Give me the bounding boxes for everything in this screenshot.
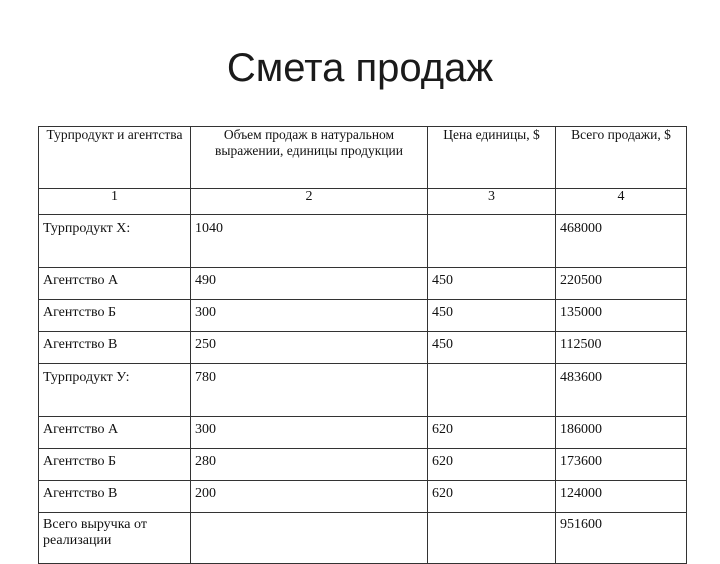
table-row (39, 300, 687, 332)
table-row (39, 449, 687, 481)
table-header-row (39, 127, 687, 189)
row-price (428, 215, 556, 268)
row-price: 620 (428, 481, 556, 513)
column-header-total: Всего продажи, $ (556, 127, 687, 189)
row-volume: 250 (191, 332, 428, 364)
table-row-grand-total (39, 513, 687, 564)
row-total: 112500 (556, 332, 687, 364)
table-row (39, 268, 687, 300)
column-number: 3 (428, 189, 556, 215)
row-total: 483600 (556, 364, 687, 417)
row-total: 124000 (556, 481, 687, 513)
column-header-product: Турпродукт и агентства (39, 127, 191, 189)
row-total: 186000 (556, 417, 687, 449)
row-name: Агентство А (39, 268, 191, 300)
row-name: Агентство Б (39, 300, 191, 332)
row-total: 135000 (556, 300, 687, 332)
sales-estimate-table (38, 126, 687, 564)
row-volume: 300 (191, 417, 428, 449)
row-name: Всего выручка от реализации (39, 513, 191, 564)
row-price: 620 (428, 417, 556, 449)
row-price: 450 (428, 332, 556, 364)
row-volume: 280 (191, 449, 428, 481)
row-volume: 1040 (191, 215, 428, 268)
row-total: 951600 (556, 513, 687, 564)
column-number-row (39, 189, 687, 215)
table-row (39, 332, 687, 364)
row-total: 468000 (556, 215, 687, 268)
column-header-volume: Объем продаж в натуральном выражении, единицы продукции (191, 127, 428, 189)
row-name: Агентство Б (39, 449, 191, 481)
column-header-price: Цена единицы, $ (428, 127, 556, 189)
row-price: 450 (428, 300, 556, 332)
row-name: Турпродукт Х: (39, 215, 191, 268)
table-row (39, 215, 687, 268)
column-number: 1 (39, 189, 191, 215)
column-number: 4 (556, 189, 687, 215)
row-name: Турпродукт У: (39, 364, 191, 417)
table-row (39, 481, 687, 513)
row-name: Агентство А (39, 417, 191, 449)
row-price (428, 364, 556, 417)
row-volume (191, 513, 428, 564)
row-total: 220500 (556, 268, 687, 300)
row-total: 173600 (556, 449, 687, 481)
row-volume: 300 (191, 300, 428, 332)
row-price: 450 (428, 268, 556, 300)
row-volume: 200 (191, 481, 428, 513)
table-row (39, 364, 687, 417)
page-title: Смета продаж (226, 46, 494, 90)
row-price: 620 (428, 449, 556, 481)
row-volume: 780 (191, 364, 428, 417)
row-volume: 490 (191, 268, 428, 300)
column-number: 2 (191, 189, 428, 215)
row-name: Агентство В (39, 481, 191, 513)
row-name: Агентство В (39, 332, 191, 364)
row-price (428, 513, 556, 564)
table-row (39, 417, 687, 449)
